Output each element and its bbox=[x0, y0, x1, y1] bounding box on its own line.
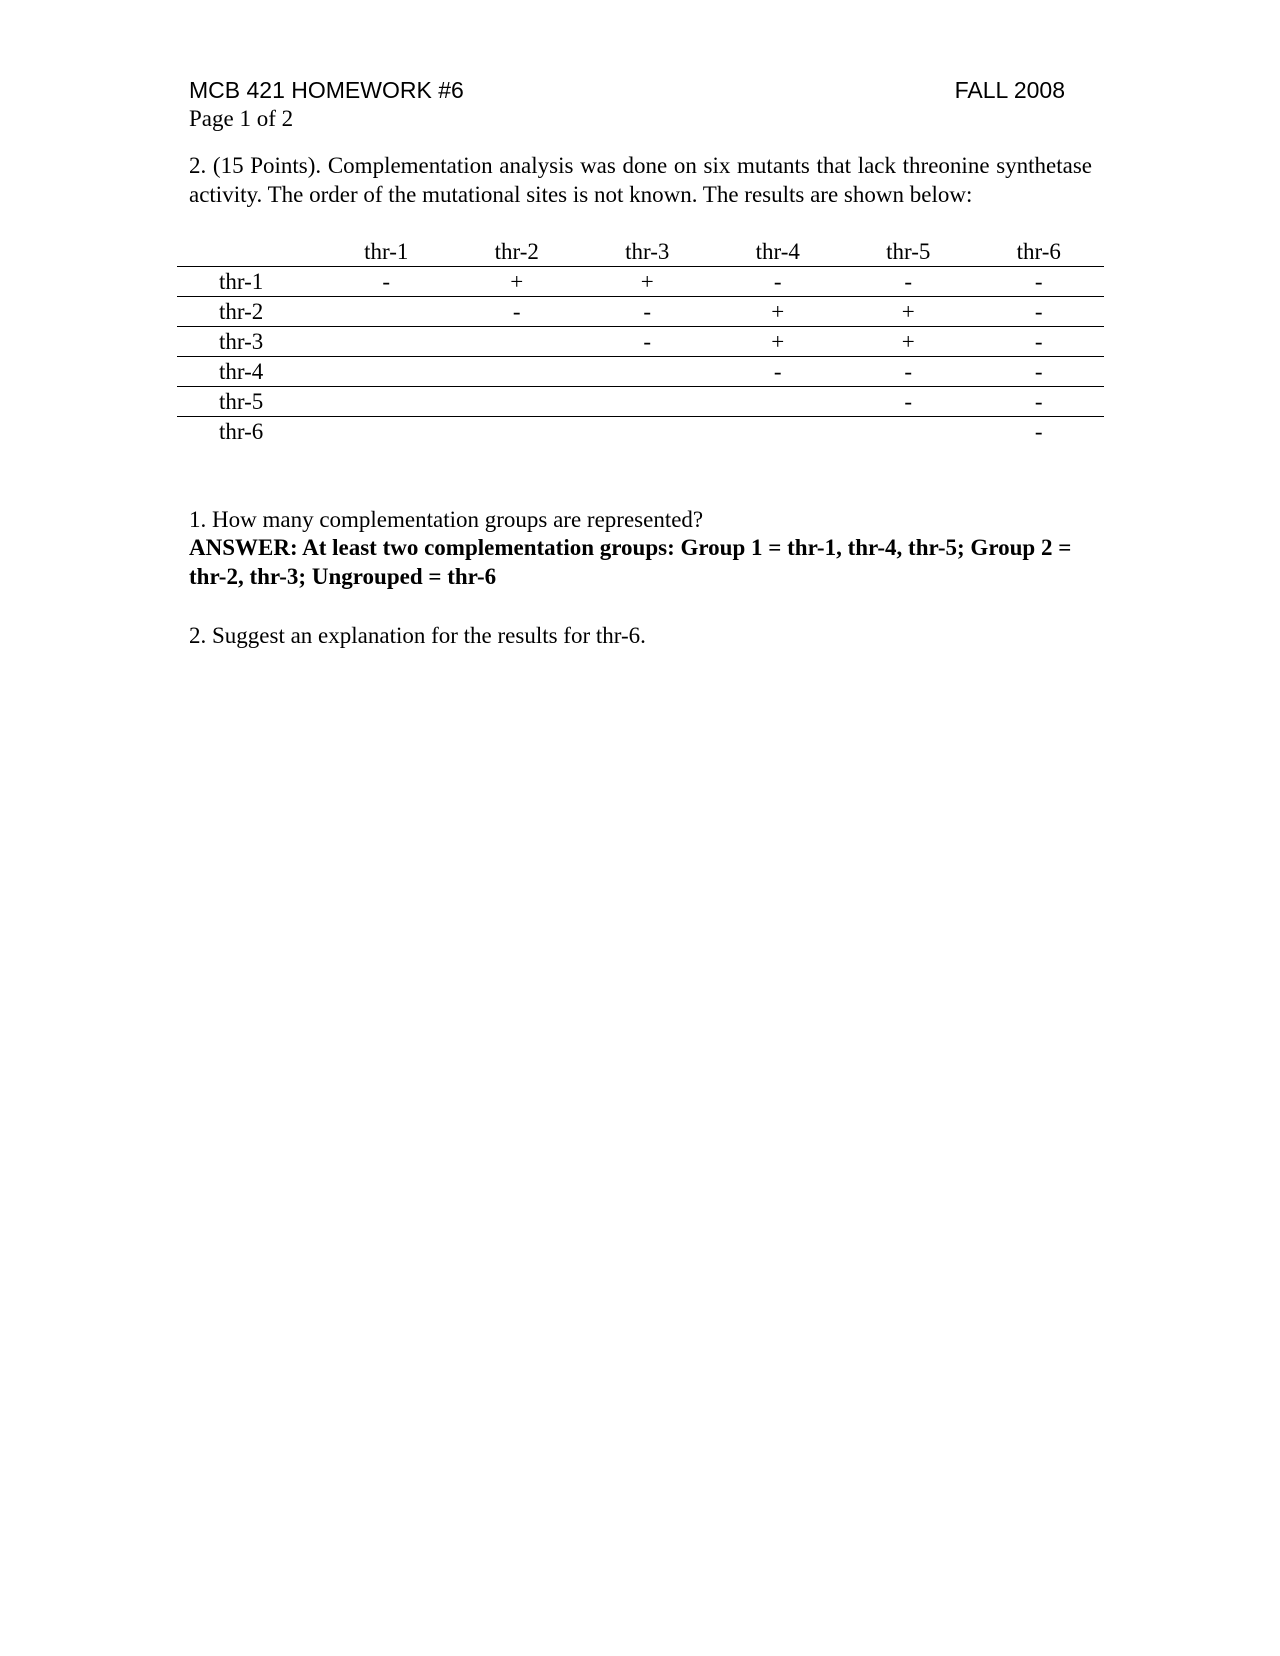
table-cell: + bbox=[843, 327, 974, 357]
table-cell bbox=[321, 327, 452, 357]
table-cell: - bbox=[1034, 419, 1043, 444]
row-label: thr-4 bbox=[177, 357, 321, 387]
table-cell: - bbox=[843, 387, 974, 417]
table-cell: - bbox=[843, 357, 974, 387]
subquestion-1: 1. How many complementation groups are represented? bbox=[189, 507, 704, 532]
column-header: thr-3 bbox=[582, 237, 713, 267]
table-cell bbox=[843, 417, 974, 447]
table-cell bbox=[452, 327, 583, 357]
table-header-row bbox=[177, 237, 1104, 267]
table-cell: + bbox=[713, 297, 844, 327]
row-label: thr-2 bbox=[177, 297, 321, 327]
table-row bbox=[177, 297, 1104, 327]
table-cell bbox=[452, 357, 583, 387]
row-label: thr-6 bbox=[219, 419, 264, 444]
column-header: thr-6 bbox=[974, 237, 1105, 267]
table-corner bbox=[177, 237, 321, 267]
row-label: thr-3 bbox=[177, 327, 321, 357]
column-header: thr-1 bbox=[321, 237, 452, 267]
table-cell: - bbox=[452, 297, 583, 327]
table-cell: + bbox=[713, 327, 844, 357]
table-cell bbox=[321, 297, 452, 327]
answer-text: ANSWER: At least two complementation groups: Group 1 = thr-1, thr-4, thr-5; Group 2 = thr-2, thr-3; Ungrouped = thr-6 bbox=[189, 535, 1072, 589]
table-cell bbox=[582, 417, 713, 447]
table-cell: - bbox=[974, 267, 1105, 297]
table-cell: - bbox=[974, 297, 1105, 327]
table-cell: - bbox=[974, 387, 1105, 417]
table-cell bbox=[321, 417, 452, 447]
term-label: FALL 2008 bbox=[954, 77, 1065, 103]
row-label: thr-1 bbox=[177, 267, 321, 297]
table-cell: + bbox=[843, 297, 974, 327]
table-cell: - bbox=[974, 357, 1105, 387]
table-cell bbox=[321, 357, 452, 387]
table-cell: - bbox=[321, 267, 452, 297]
table-row bbox=[177, 387, 1104, 417]
table-cell bbox=[582, 387, 713, 417]
complementation-table bbox=[177, 237, 1104, 446]
table-row bbox=[177, 327, 1104, 357]
table-row bbox=[177, 267, 1104, 297]
table-cell: + bbox=[452, 267, 583, 297]
table-cell bbox=[452, 387, 583, 417]
column-header: thr-5 bbox=[843, 237, 974, 267]
page-header bbox=[189, 75, 1065, 105]
table-cell: - bbox=[974, 327, 1105, 357]
column-header: thr-2 bbox=[452, 237, 583, 267]
table-cell: - bbox=[582, 327, 713, 357]
row-label: thr-5 bbox=[177, 387, 321, 417]
subquestion-2: 2. Suggest an explanation for the results for thr-6. bbox=[189, 623, 646, 648]
table-cell: - bbox=[582, 297, 713, 327]
table-cell: - bbox=[713, 267, 844, 297]
table-cell: - bbox=[843, 267, 974, 297]
table-cell bbox=[452, 417, 583, 447]
table-cell: + bbox=[582, 267, 713, 297]
table-cell bbox=[713, 387, 844, 417]
table-cell bbox=[713, 417, 844, 447]
table-cell bbox=[582, 357, 713, 387]
table-row bbox=[177, 357, 1104, 387]
table-row bbox=[177, 417, 1104, 447]
page-number: Page 1 of 2 bbox=[189, 106, 294, 131]
column-header: thr-4 bbox=[713, 237, 844, 267]
question-intro: 2. (15 Points). Complementation analysis was done on six mutants that lack threonine synthetase activity. The order of the mutational sites is not known. The results are shown below: bbox=[189, 153, 1092, 207]
table-cell bbox=[321, 387, 452, 417]
table-cell: - bbox=[713, 357, 844, 387]
course-title: MCB 421 HOMEWORK #6 bbox=[189, 77, 464, 103]
